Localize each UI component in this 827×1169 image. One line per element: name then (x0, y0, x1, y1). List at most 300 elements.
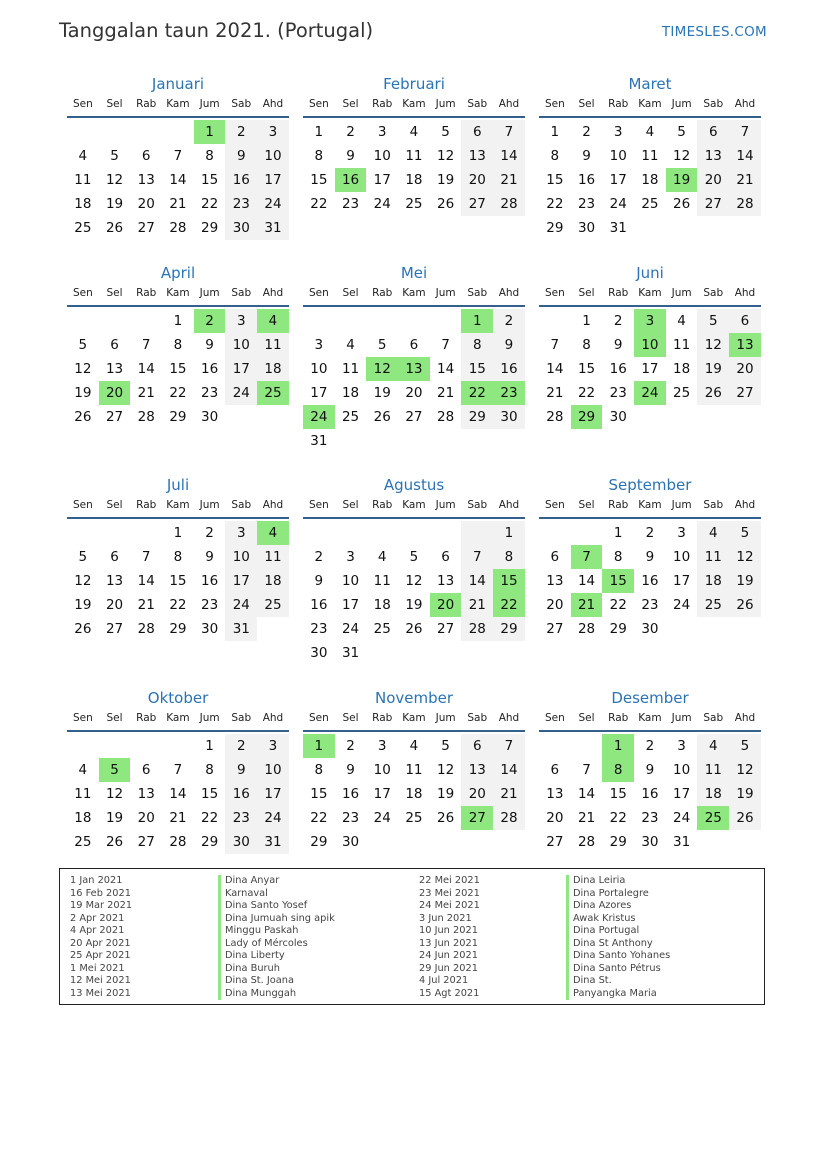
day-cell: 16 (641, 786, 659, 802)
weekday-label: Sab (467, 712, 488, 724)
day-cell: 23 (341, 810, 360, 826)
day-cell: 17 (373, 172, 391, 188)
day-cell: 19 (405, 597, 423, 613)
day-cell: 13 (546, 786, 564, 802)
day-cell: 31 (673, 834, 691, 850)
day-cell: 6 (550, 762, 560, 778)
weekday-label: Kam (402, 98, 426, 110)
month-name: Juni (636, 264, 664, 282)
empty-cell (303, 521, 335, 545)
holiday-cell: 16 (335, 168, 367, 192)
day-cell: 14 (137, 361, 155, 377)
weekday-label: Jum (435, 287, 456, 299)
day-cell: 31 (310, 433, 328, 449)
day-cell: 28 (461, 617, 493, 641)
day-cell: 8 (205, 148, 214, 164)
weekday-label: Sen (544, 98, 565, 110)
day-cell: 4 (677, 313, 686, 329)
legend-date: 2 Apr 2021 (70, 912, 125, 924)
day-cell: 19 (105, 196, 124, 212)
day-cell: 29 (201, 834, 219, 850)
empty-cell (67, 734, 99, 758)
empty-cell (335, 309, 367, 333)
legend-date: 12 Mei 2021 (70, 975, 131, 986)
day-cell: 19 (437, 172, 455, 188)
day-cell: 16 (341, 786, 360, 802)
day-cell: 5 (441, 738, 450, 754)
day-cell: 28 (169, 220, 187, 236)
day-cell: 27 (137, 220, 155, 236)
day-cell: 8 (493, 545, 525, 569)
day-cell: 25 (74, 834, 92, 850)
day-cell: 28 (493, 806, 525, 830)
day-cell: 24 (341, 621, 360, 637)
day-cell: 2 (346, 738, 355, 754)
month-name: Juli (166, 476, 190, 494)
weekday-label: Ahd (498, 712, 520, 724)
day-cell: 1 (173, 525, 183, 541)
day-cell: 15 (461, 357, 493, 381)
day-cell: 15 (577, 361, 596, 377)
day-cell: 22 (169, 597, 187, 613)
day-cell: 10 (373, 762, 391, 778)
weekday-label: Rab (608, 287, 629, 299)
day-cell: 9 (582, 148, 591, 164)
day-cell: 19 (729, 569, 761, 593)
month-desember (539, 684, 761, 854)
day-cell: 20 (546, 597, 564, 613)
empty-cell (162, 120, 194, 144)
day-cell: 18 (405, 786, 423, 802)
day-cell: 17 (225, 357, 257, 381)
weekday-label: Ahd (734, 712, 756, 724)
weekday-label: Sel (578, 499, 595, 511)
weekday-label: Sab (703, 287, 724, 299)
legend-date: 22 Mei 2021 (419, 875, 480, 886)
day-cell: 6 (461, 734, 493, 758)
day-cell: 2 (314, 549, 324, 565)
day-cell: 1 (550, 124, 560, 140)
day-cell: 13 (697, 144, 729, 168)
legend-holiday-name: Lady of Mércoles (218, 938, 335, 951)
holiday-cell: 1 (602, 734, 634, 758)
day-cell: 10 (257, 758, 289, 782)
empty-cell (366, 309, 398, 333)
day-cell: 28 (577, 621, 596, 637)
holiday-cell: 25 (697, 806, 729, 830)
legend-date: 16 Feb 2021 (70, 887, 131, 899)
empty-cell (461, 521, 493, 545)
day-cell: 5 (377, 337, 387, 353)
legend-date: 29 Jun 2021 (419, 962, 478, 974)
day-cell: 14 (169, 786, 187, 802)
day-cell: 18 (641, 172, 659, 188)
day-cell: 29 (201, 220, 219, 236)
day-cell: 13 (105, 573, 124, 589)
weekday-label: Sen (544, 712, 565, 724)
day-cell: 11 (405, 762, 423, 778)
day-cell: 2 (645, 738, 655, 754)
day-cell: 23 (201, 385, 219, 401)
legend-names-col-1 (218, 875, 335, 1000)
day-cell: 5 (677, 124, 686, 140)
day-grid (67, 734, 289, 854)
weekday-label: Rab (136, 499, 157, 511)
legend-holiday-name: Minggu Paskah (218, 925, 335, 938)
day-cell: 30 (201, 621, 219, 637)
day-cell: 16 (641, 573, 659, 589)
day-grid (539, 734, 761, 854)
day-cell: 18 (257, 569, 289, 593)
legend-holiday-name: Dina Anyar (218, 875, 335, 888)
day-cell: 10 (310, 361, 328, 377)
day-cell: 12 (74, 361, 92, 377)
weekday-header (303, 496, 525, 519)
day-cell: 28 (546, 409, 564, 425)
day-cell: 23 (225, 192, 257, 216)
day-cell: 9 (314, 573, 324, 589)
day-cell: 24 (673, 810, 691, 826)
day-cell: 25 (373, 621, 391, 637)
day-cell: 5 (78, 337, 88, 353)
day-cell: 30 (641, 834, 659, 850)
holiday-cell: 1 (194, 120, 226, 144)
day-cell: 3 (677, 738, 686, 754)
day-cell: 21 (137, 597, 155, 613)
day-cell: 10 (341, 573, 360, 589)
month-mei (303, 259, 525, 453)
day-cell: 3 (346, 549, 355, 565)
weekday-label: Sen (308, 98, 329, 110)
day-cell: 25 (341, 409, 360, 425)
legend-holiday-name: Dina Santo Yosef (218, 900, 335, 913)
day-cell: 7 (141, 549, 151, 565)
day-cell: 21 (729, 168, 761, 192)
weekday-label: Ahd (734, 499, 756, 511)
day-cell: 5 (729, 521, 761, 545)
day-cell: 22 (609, 597, 627, 613)
weekday-label: Jum (671, 712, 692, 724)
legend-holiday-name: Dina Munggah (218, 988, 335, 1001)
day-cell: 20 (697, 168, 729, 192)
day-grid (303, 521, 525, 665)
weekday-label: Kam (638, 499, 662, 511)
day-cell: 4 (78, 148, 88, 164)
holiday-cell: 19 (666, 168, 698, 192)
empty-cell (335, 521, 367, 545)
day-cell: 10 (225, 333, 257, 357)
day-cell: 15 (201, 786, 219, 802)
weekday-label: Rab (372, 98, 393, 110)
day-cell: 9 (613, 337, 623, 353)
empty-cell (430, 521, 462, 545)
holiday-cell: 29 (571, 405, 603, 429)
holiday-cell: 13 (398, 357, 430, 381)
holiday-cell: 4 (257, 521, 289, 545)
weekday-label: Kam (166, 712, 190, 724)
weekday-label: Jum (199, 499, 220, 511)
day-cell: 3 (257, 734, 289, 758)
day-cell: 12 (74, 573, 92, 589)
day-cell: 23 (225, 806, 257, 830)
legend-date: 1 Mei 2021 (70, 962, 125, 974)
day-cell: 26 (673, 196, 691, 212)
day-cell: 8 (173, 549, 183, 565)
legend-holiday-name: Dina Santo Yohanes (566, 950, 670, 963)
holiday-cell: 4 (257, 309, 289, 333)
day-cell: 24 (373, 196, 391, 212)
day-cell: 22 (577, 385, 596, 401)
day-cell: 12 (405, 573, 423, 589)
weekday-label: Ahd (262, 499, 284, 511)
day-cell: 28 (169, 834, 187, 850)
day-cell: 24 (373, 810, 391, 826)
day-cell: 25 (74, 220, 92, 236)
weekday-label: Sen (308, 287, 329, 299)
day-cell: 1 (582, 313, 591, 329)
day-cell: 26 (74, 409, 92, 425)
legend-date: 1 Jan 2021 (70, 875, 123, 886)
weekday-label: Sel (342, 712, 359, 724)
day-cell: 20 (729, 357, 761, 381)
weekday-header (539, 284, 761, 307)
weekday-label: Kam (166, 98, 190, 110)
day-cell: 18 (74, 810, 92, 826)
day-cell: 21 (493, 782, 525, 806)
day-cell: 20 (405, 385, 423, 401)
weekday-label: Ahd (498, 287, 520, 299)
legend-dates-col-1 (70, 875, 132, 1000)
holiday-cell: 20 (99, 381, 131, 405)
day-cell: 16 (493, 357, 525, 381)
day-cell: 3 (613, 124, 623, 140)
day-cell: 1 (613, 525, 623, 541)
day-cell: 6 (697, 120, 729, 144)
weekday-header (539, 496, 761, 519)
weekday-label: Rab (608, 499, 629, 511)
month-april (67, 259, 289, 429)
page-title: Tanggalan taun 2021. (Portugal) (59, 19, 374, 42)
day-cell: 6 (141, 148, 151, 164)
day-cell: 8 (314, 148, 324, 164)
day-cell: 17 (257, 782, 289, 806)
day-cell: 19 (373, 385, 391, 401)
day-cell: 17 (609, 172, 627, 188)
weekday-label: Sab (231, 712, 252, 724)
weekday-label: Rab (372, 287, 393, 299)
day-cell: 28 (493, 192, 525, 216)
day-cell: 26 (373, 409, 391, 425)
holiday-cell: 5 (99, 758, 131, 782)
day-cell: 27 (437, 621, 455, 637)
weekday-label: Sen (72, 287, 93, 299)
empty-cell (99, 120, 131, 144)
weekday-label: Rab (136, 98, 157, 110)
weekday-label: Rab (136, 712, 157, 724)
day-cell: 2 (225, 120, 257, 144)
weekday-label: Jum (199, 287, 220, 299)
day-cell: 4 (346, 337, 355, 353)
legend-holiday-name: Awak Kristus (566, 913, 670, 926)
legend-holiday-name: Dina Jumuah sing apik (218, 913, 335, 926)
day-cell: 29 (609, 834, 627, 850)
day-cell: 14 (137, 573, 155, 589)
day-cell: 3 (257, 120, 289, 144)
empty-cell (130, 734, 162, 758)
day-cell: 24 (609, 196, 627, 212)
weekday-label: Sen (308, 712, 329, 724)
weekday-label: Ahd (498, 499, 520, 511)
holiday-cell: 20 (430, 593, 462, 617)
day-cell: 18 (697, 569, 729, 593)
day-cell: 13 (137, 786, 155, 802)
day-cell: 5 (441, 124, 450, 140)
day-cell: 23 (609, 385, 627, 401)
day-cell: 22 (310, 810, 328, 826)
day-cell: 13 (461, 758, 493, 782)
holiday-cell: 21 (571, 593, 603, 617)
holiday-cell: 7 (571, 545, 603, 569)
day-cell: 9 (346, 148, 355, 164)
weekday-label: Sab (231, 98, 252, 110)
day-cell: 14 (577, 573, 596, 589)
day-cell: 12 (105, 172, 124, 188)
legend-holiday-name: Dina Azores (566, 900, 670, 913)
day-cell: 10 (609, 148, 627, 164)
weekday-header (303, 709, 525, 732)
weekday-label: Sen (544, 287, 565, 299)
holiday-cell: 3 (634, 309, 666, 333)
day-cell: 8 (550, 148, 560, 164)
weekday-label: Jum (671, 287, 692, 299)
day-cell: 8 (205, 762, 214, 778)
weekday-label: Sen (72, 499, 93, 511)
weekday-label: Jum (435, 499, 456, 511)
day-cell: 7 (493, 734, 525, 758)
day-cell: 5 (409, 549, 419, 565)
weekday-label: Jum (435, 98, 456, 110)
empty-cell (67, 120, 99, 144)
day-cell: 1 (173, 313, 183, 329)
legend-date: 10 Jun 2021 (419, 925, 478, 936)
day-cell: 3 (314, 337, 324, 353)
legend-date: 24 Mei 2021 (419, 900, 480, 911)
weekday-header (67, 284, 289, 307)
day-cell: 25 (673, 385, 691, 401)
empty-cell (539, 734, 571, 758)
day-cell: 24 (257, 806, 289, 830)
weekday-label: Sab (467, 499, 488, 511)
weekday-label: Kam (638, 287, 662, 299)
day-cell: 7 (493, 120, 525, 144)
day-cell: 28 (437, 409, 455, 425)
empty-cell (130, 521, 162, 545)
day-cell: 5 (697, 309, 729, 333)
weekday-label: Sel (106, 712, 123, 724)
holiday-cell: 8 (602, 758, 634, 782)
brand-link[interactable]: TIMESLES.COM (661, 24, 767, 40)
day-cell: 30 (641, 621, 659, 637)
weekday-label: Jum (671, 98, 692, 110)
day-cell: 17 (310, 385, 328, 401)
day-cell: 13 (437, 573, 455, 589)
weekday-header (303, 284, 525, 307)
weekday-label: Sab (467, 287, 488, 299)
day-cell: 26 (405, 621, 423, 637)
day-cell: 17 (673, 573, 691, 589)
empty-cell (99, 521, 131, 545)
day-cell: 27 (105, 621, 124, 637)
weekday-header (67, 95, 289, 118)
weekday-label: Kam (638, 712, 662, 724)
day-cell: 2 (493, 309, 525, 333)
day-cell: 15 (169, 361, 187, 377)
empty-cell (130, 309, 162, 333)
day-cell: 22 (609, 810, 627, 826)
empty-cell (539, 309, 571, 333)
day-cell: 22 (310, 196, 328, 212)
day-cell: 25 (697, 593, 729, 617)
day-cell: 7 (729, 120, 761, 144)
day-cell: 27 (729, 381, 761, 405)
day-grid (67, 309, 289, 429)
holiday-cell: 1 (303, 734, 335, 758)
day-cell: 11 (641, 148, 659, 164)
month-name: April (160, 264, 196, 282)
day-cell: 9 (493, 333, 525, 357)
day-cell: 26 (729, 806, 761, 830)
day-cell: 14 (461, 569, 493, 593)
weekday-label: Rab (372, 712, 393, 724)
day-cell: 7 (173, 762, 183, 778)
day-cell: 31 (609, 220, 627, 236)
day-cell: 10 (673, 762, 691, 778)
day-cell: 12 (673, 148, 691, 164)
day-cell: 9 (225, 144, 257, 168)
legend-holiday-name: Dina St. Joana (218, 975, 335, 988)
day-cell: 19 (697, 357, 729, 381)
day-cell: 7 (173, 148, 183, 164)
day-cell: 8 (613, 549, 623, 565)
day-cell: 6 (141, 762, 151, 778)
weekday-label: Sen (72, 98, 93, 110)
weekday-label: Sel (578, 287, 595, 299)
day-cell: 24 (257, 192, 289, 216)
weekday-label: Kam (402, 499, 426, 511)
weekday-label: Sab (703, 98, 724, 110)
legend-holiday-name: Karnaval (218, 888, 335, 901)
day-cell: 10 (373, 148, 391, 164)
legend-date: 13 Mei 2021 (70, 987, 131, 999)
day-cell: 16 (609, 361, 627, 377)
day-cell: 11 (673, 337, 691, 353)
day-cell: 18 (74, 196, 92, 212)
day-cell: 10 (673, 549, 691, 565)
day-cell: 23 (341, 196, 360, 212)
weekday-label: Rab (136, 287, 157, 299)
legend-holiday-name: Panyangka Maria (566, 988, 670, 1001)
day-cell: 26 (105, 220, 124, 236)
holiday-cell: 24 (303, 405, 335, 429)
empty-cell (571, 734, 603, 758)
day-cell: 29 (609, 621, 627, 637)
day-cell: 2 (346, 124, 355, 140)
day-cell: 22 (201, 810, 219, 826)
month-juni (539, 259, 761, 429)
day-cell: 23 (641, 810, 659, 826)
day-cell: 29 (493, 617, 525, 641)
day-cell: 30 (310, 645, 328, 661)
